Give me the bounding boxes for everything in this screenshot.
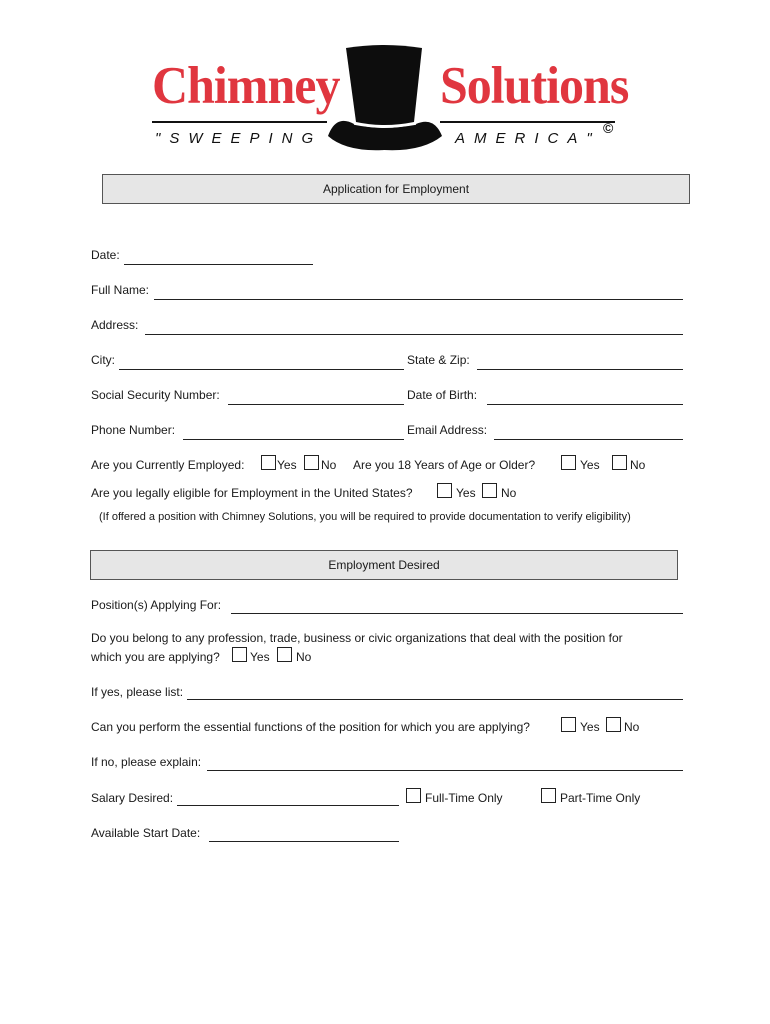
section-title: Employment Desired bbox=[328, 558, 440, 572]
age-no-checkbox[interactable] bbox=[612, 455, 627, 470]
employed-yes-checkbox[interactable] bbox=[261, 455, 276, 470]
eligible-yes-checkbox[interactable] bbox=[437, 483, 452, 498]
if-no-explain-field[interactable] bbox=[207, 770, 683, 771]
age-yes-label: Yes bbox=[580, 458, 600, 472]
city-label: City: bbox=[91, 353, 115, 367]
section-employment-header bbox=[90, 550, 678, 580]
city-field[interactable] bbox=[119, 369, 404, 370]
section-application-header bbox=[102, 174, 690, 204]
org-question-line1: Do you belong to any profession, trade, business or civic organizations that deal with the position for bbox=[91, 631, 623, 645]
logo-underline-right bbox=[440, 121, 615, 123]
start-date-field[interactable] bbox=[209, 841, 399, 842]
org-no-label: No bbox=[296, 650, 312, 664]
section-title: Application for Employment bbox=[322, 182, 470, 196]
logo-underline-left bbox=[152, 121, 327, 123]
full-time-label: Full-Time Only bbox=[425, 791, 503, 805]
ssn-label: Social Security Number: bbox=[91, 388, 220, 402]
email-label: Email Address: bbox=[407, 423, 488, 437]
part-time-checkbox[interactable] bbox=[541, 788, 556, 803]
age-question: Are you 18 Years of Age or Older? bbox=[353, 458, 536, 472]
logo-tagline-right: AMERICA" bbox=[455, 130, 601, 147]
phone-label: Phone Number: bbox=[91, 423, 176, 437]
eligible-yes-label: Yes bbox=[456, 486, 476, 500]
org-yes-checkbox[interactable] bbox=[232, 647, 247, 662]
date-field[interactable] bbox=[124, 264, 313, 265]
age-yes-checkbox[interactable] bbox=[561, 455, 576, 470]
logo-word-solutions: Solutions bbox=[440, 55, 629, 115]
salary-label: Salary Desired: bbox=[91, 791, 174, 805]
state-zip-field[interactable] bbox=[477, 369, 683, 370]
full-name-label: Full Name: bbox=[91, 283, 150, 297]
employed-no-checkbox[interactable] bbox=[304, 455, 319, 470]
start-date-label: Available Start Date: bbox=[91, 826, 201, 840]
ssn-field[interactable] bbox=[228, 404, 404, 405]
employed-question: Are you Currently Employed: bbox=[91, 458, 245, 472]
org-no-checkbox[interactable] bbox=[277, 647, 292, 662]
dob-field[interactable] bbox=[487, 404, 683, 405]
essential-yes-checkbox[interactable] bbox=[561, 717, 576, 732]
essential-question: Can you perform the essential functions of the position for which you are applying? bbox=[91, 720, 530, 734]
logo-word-chimney: Chimney bbox=[152, 55, 340, 115]
positions-field[interactable] bbox=[231, 613, 683, 614]
copyright-mark: © bbox=[603, 120, 614, 136]
eligible-no-label: No bbox=[501, 486, 517, 500]
essential-no-checkbox[interactable] bbox=[606, 717, 621, 732]
org-yes-label: Yes bbox=[250, 650, 270, 664]
dob-label: Date of Birth: bbox=[407, 388, 478, 402]
if-no-explain-label: If no, please explain: bbox=[91, 755, 202, 769]
part-time-label: Part-Time Only bbox=[560, 791, 641, 805]
address-label: Address: bbox=[91, 318, 139, 332]
if-yes-list-field[interactable] bbox=[187, 699, 683, 700]
phone-field[interactable] bbox=[183, 439, 404, 440]
full-time-checkbox[interactable] bbox=[406, 788, 421, 803]
age-no-label: No bbox=[630, 458, 646, 472]
eligible-no-checkbox[interactable] bbox=[482, 483, 497, 498]
positions-label: Position(s) Applying For: bbox=[91, 598, 222, 612]
essential-yes-label: Yes bbox=[580, 720, 600, 734]
employed-yes-label: Yes bbox=[277, 458, 297, 472]
eligibility-note: (If offered a position with Chimney Solutions, you will be required to provide documentation to verify eligibility) bbox=[99, 511, 631, 523]
state-zip-label: State & Zip: bbox=[407, 353, 470, 367]
date-label: Date: bbox=[91, 248, 120, 262]
eligible-question: Are you legally eligible for Employment in the United States? bbox=[91, 486, 413, 500]
salary-field[interactable] bbox=[177, 805, 399, 806]
org-question-line2: which you are applying? bbox=[91, 650, 220, 664]
essential-no-label: No bbox=[624, 720, 640, 734]
if-yes-list-label: If yes, please list: bbox=[91, 685, 184, 699]
full-name-field[interactable] bbox=[154, 299, 683, 300]
address-field[interactable] bbox=[145, 334, 683, 335]
logo-tagline-left: "SWEEPING bbox=[155, 130, 323, 147]
employed-no-label: No bbox=[321, 458, 337, 472]
email-field[interactable] bbox=[494, 439, 683, 440]
top-hat-icon bbox=[326, 44, 444, 154]
